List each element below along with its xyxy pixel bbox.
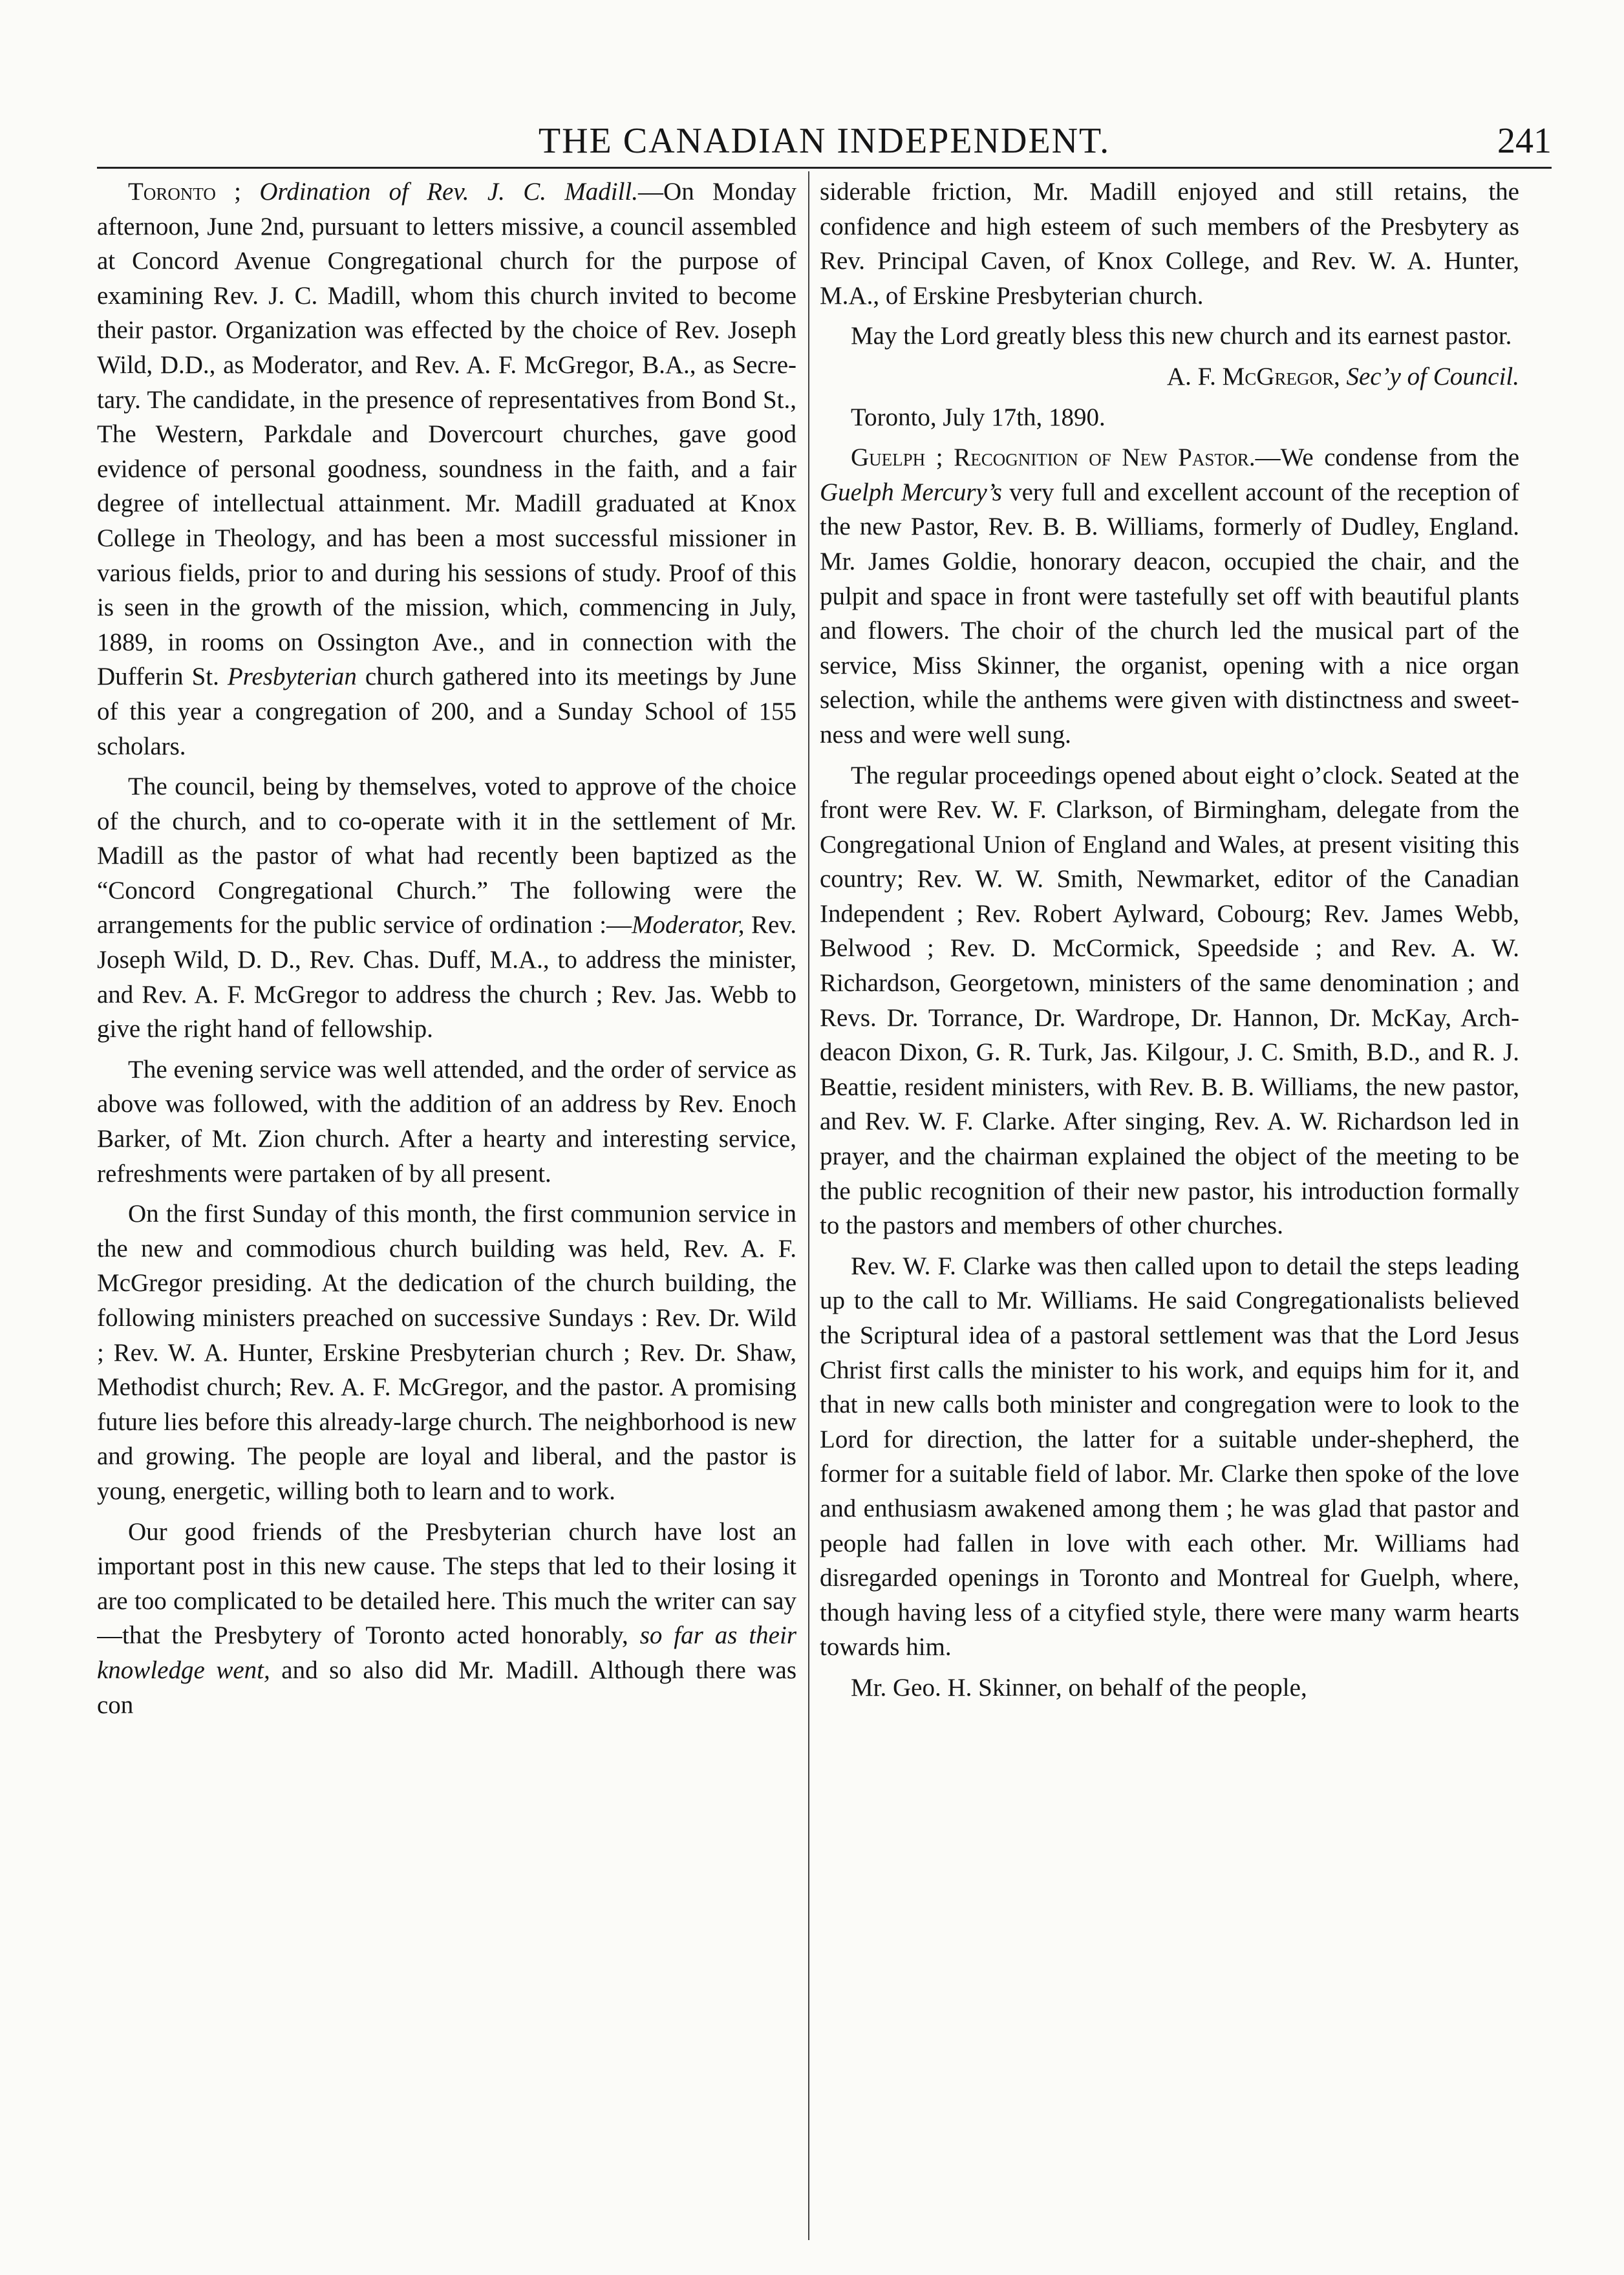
paragraph-text: and so also did Mr. Madill. Although there was con: [97, 1656, 796, 1719]
italic-word: Moderator,: [632, 911, 745, 939]
page-header: [97, 115, 1552, 167]
paragraph: May the Lord greatly bless this new church and its earnest pastor.: [851, 322, 1512, 350]
paragraph: On the first Sunday of this month, the first communion service in the new and commodious church building was held, Rev. A. F. McGregor presiding. At the dedication of the church building, the following ministers preached on successive Sundays : Rev. Dr. Wild ; Rev. W. A. Hunter, Erskine Presbyterian church ; Rev. Dr. Shaw, Methodist church; Rev. A. F. McGregor, and the pastor. A promising future lies before this already-large church. The neighborhood is new and growing. The people are loyal and liberal, and the pastor is young, energetic, willing both to learn and to work.: [97, 1200, 796, 1505]
heading-separator: ;: [925, 443, 954, 472]
paragraph-text: The council, being by themselves, voted to approve of the choice of the church, and to co-operate with it in the settlement of Mr. Madill as the pastor of what had recently been baptized as the “Concord Congregational Church.” The following were the arrangements for the public service of ordination :—: [97, 773, 796, 939]
left-column: [97, 175, 796, 2237]
column-divider: [808, 171, 809, 2240]
paragraph-text: Our good friends of the Presbyterian church have lost an important post in this new cause. The steps that led to their losing it are too complicated to be detailed here. This much the writer can say—that the Presbytery of Toronto acted honorably,: [97, 1517, 796, 1650]
paragraph: Rev. W. F. Clarke was then called upon to detail the steps leading up to the call to Mr. Williams. He said Congregationalists believed the Scriptural idea of a pastoral settlement was that the Lord Jesus Christ first calls the minister to his work, and equips him for it, and that in new calls both minister and congregation were to look to the Lord for direction, the latter for a suitable under-shepherd, the former for a suitable field of labor. Mr. Clarke then spoke of the love and enthusiasm awakened among them ; he was glad that pastor and people had fallen in love with each other. Mr. Williams had disregarded openings in Toronto and Montreal for Guelph, where, though having less of a cityfied style, there were many warm hearts towards him.: [820, 1252, 1519, 1661]
signature-role: Sec’y of Council.: [1346, 362, 1519, 390]
paragraph: [97, 769, 796, 1047]
heading-dash: —: [638, 178, 664, 206]
paragraph-continued: siderable friction, Mr. Madill enjoyed and still retains, the confidence and high esteem of such members of the Presbytery as Rev. Principal Caven, of Knox College, and Rev. W. A. Hunter, M.A., of Erskine Presbyterian church.: [820, 178, 1519, 310]
paragraph-text: very full and excellent account of the reception of the new Pastor, Rev. B. B. Williams, formerly of Dudley, England. Mr. James Goldie, honorary deacon, occupied the chair, and the pulpit and space in front were tastefully set off with beautiful plants and flowers. The choir of the church led the musical part of the service, Miss Skinner, the organist, opening with a nice organ selection, while the anthems were given with distinctness and sweetness and were well sung.: [820, 478, 1519, 749]
paragraph-text: church gathered into its meetings by June of this year a congregation of 200, and a Sunday School of 155 scholars.: [97, 663, 796, 760]
paragraph-text: We condense from the: [1280, 443, 1519, 472]
page-number: 241: [1497, 121, 1552, 161]
place-heading: Toronto: [128, 178, 216, 206]
signature-name: A. F. McGregor,: [1166, 362, 1340, 390]
article-heading: Recognition of New Pastor.: [954, 443, 1255, 472]
running-title: THE CANADIAN INDEPENDENT.: [538, 121, 1111, 161]
paragraph-text: On Monday afternoon, June 2nd, pursuant to letters missive, a council assembled at Concord Avenue Congregational church for the purpose of examining Rev. J. C. Madill, whom this church invited to become their pastor. Organization was effected by the choice of Rev. Joseph Wild, D.D., as Moderator, and Rev. A. F. McGregor, B.A., as Secretary. The candidate, in the presence of representatives from Bond St., The Western, Parkdale and Dovercourt churches, gave good evidence of personal goodness, soundness in the faith, and a fair degree of intellectual attainment. Mr. Madill graduated at Knox College in Theology, and has been a most successful missioner in various fields, prior to and during his sessions of study. Proof of this is seen in the growth of the mission, which, commencing in July, 1889, in rooms on Ossington Ave., and in connection with the Dufferin St.: [97, 178, 796, 691]
italic-word: Presbyterian: [227, 663, 357, 691]
heading-separator: ;: [215, 178, 260, 206]
heading-dash: —: [1255, 443, 1281, 472]
italic-title: Guelph Mercury’s: [820, 478, 1002, 506]
paragraph-text: Rev. Joseph Wild, D. D., Rev. Chas. Duff, M.A., to address the minister, and Rev. A. F. McGregor to address the church ; Rev. Jas. Webb to give the right hand of fellowship.: [97, 911, 796, 1043]
italic-phrase: so far as their knowledge went,: [97, 1621, 796, 1684]
article-toronto-ordination: [97, 175, 796, 764]
paragraph: The evening service was well attended, and the order of service as above was followed, with the addition of an address by Rev. Enoch Barker, of Mt. Zion church. After a hearty and interesting service, refreshments were partaken of by all present.: [97, 1055, 796, 1188]
dateline: Toronto, July 17th, 1890.: [851, 403, 1106, 431]
article-guelph-recognition: [820, 440, 1519, 752]
place-heading: Guelph: [851, 443, 926, 472]
right-column: [820, 175, 1519, 2237]
signature: [820, 359, 1519, 394]
paragraph: The regular proceedings opened about eight o’clock. Seated at the front were Rev. W. F. Clarkson, of Birmingham, delegate from the Congregational Union of England and Wales, at present visiting this country; Rev. W. W. Smith, Newmarket, editor of the Canadian Independent ; Rev. Robert Aylward, Cobourg; Rev. James Webb, Belwood ; Rev. D. McCormick, Speedside ; and Rev. A. W. Richardson, Georgetown, ministers of the same denomination ; and Revs. Dr. Torrance, Dr. Wardrope, Dr. Hannon, Dr. McKay, Archdeacon Dixon, G. R. Turk, Jas. Kilgour, J. C. Smith, B.D., and R. J. Beattie, resident ministers, with Rev. B. B. Williams, the new pastor, and Rev. W. F. Clarke. After singing, Rev. A. W. Richardson led in prayer, and the chairman explained the object of the meeting to be the public recognition of their new pastor, his introduction formally to the pastors and members of other churches.: [820, 761, 1519, 1240]
paragraph: Mr. Geo. H. Skinner, on behalf of the people,: [851, 1673, 1307, 1702]
paragraph: [97, 1515, 796, 1723]
article-heading: Ordination of Rev. J. C. Madill.: [259, 178, 639, 206]
header-rule: [97, 167, 1552, 169]
